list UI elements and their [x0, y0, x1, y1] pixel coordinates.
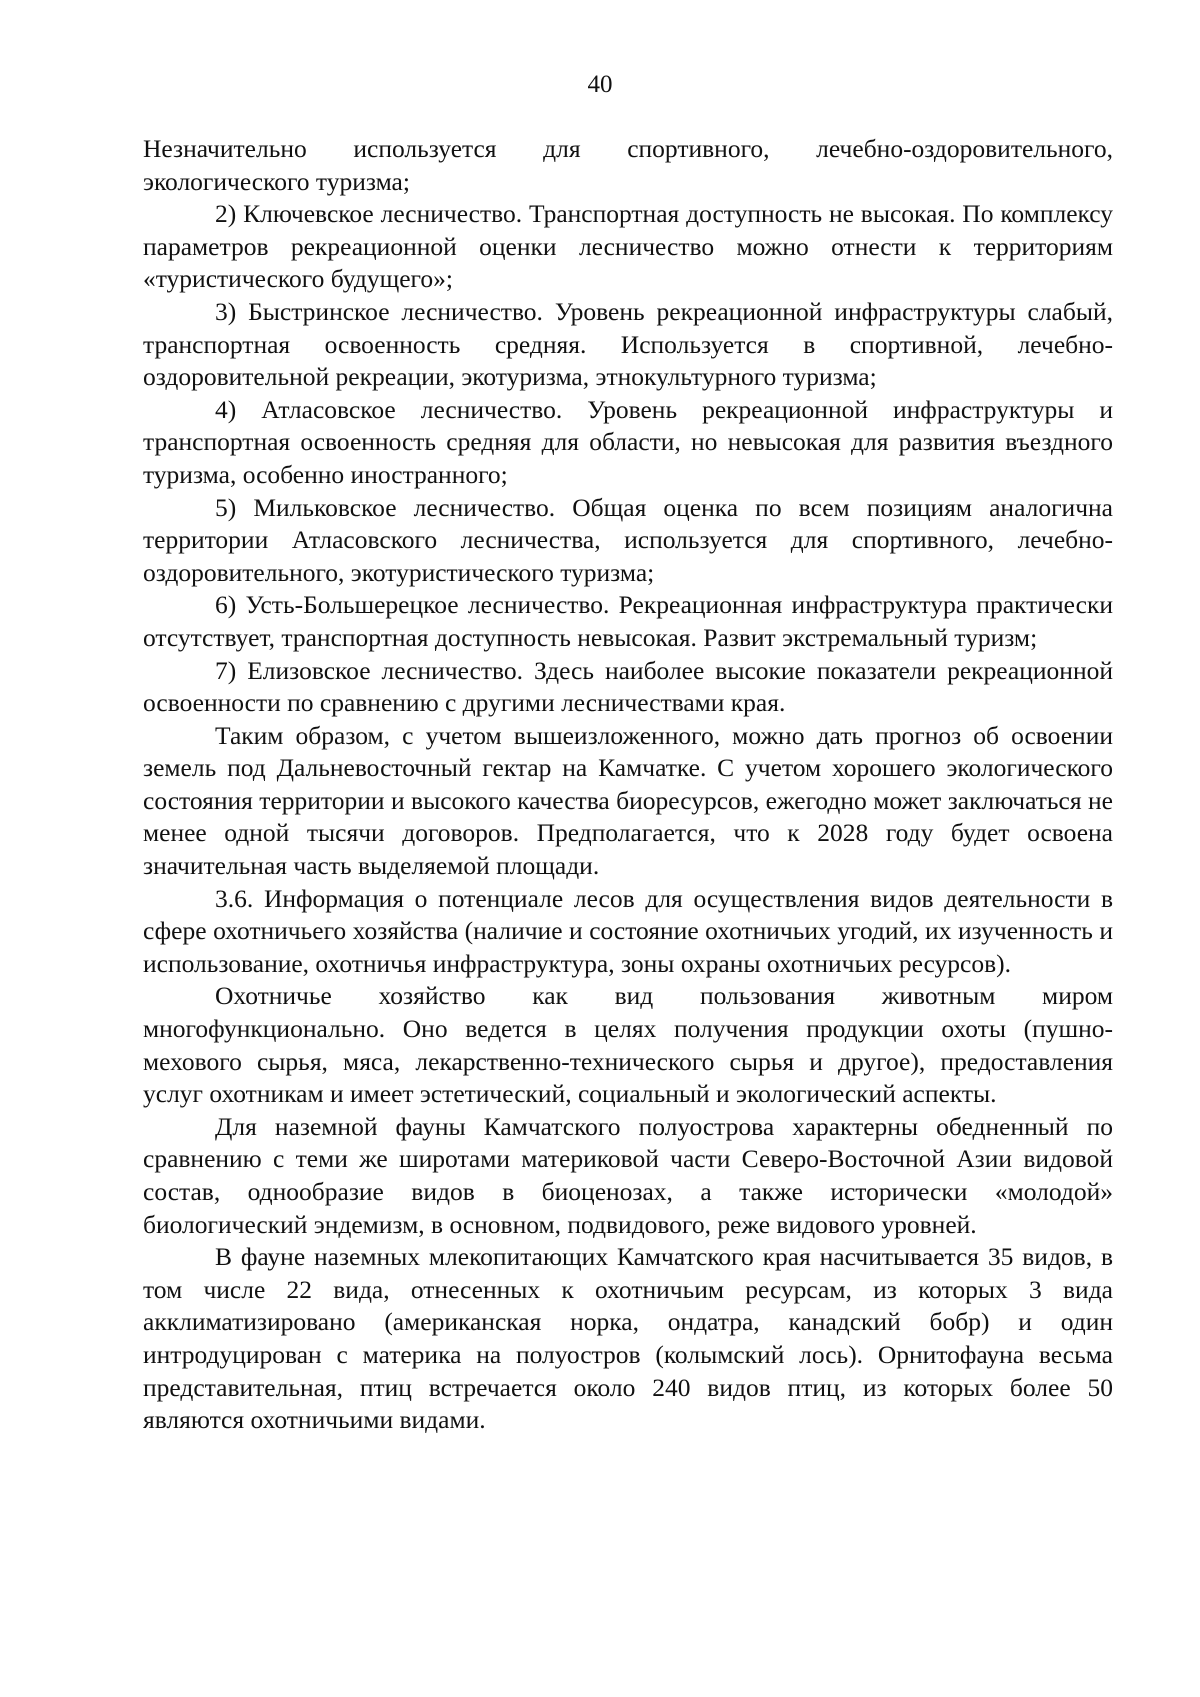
paragraph-item-5-milkovskoe: 5) Мильковское лесничество. Общая оценка по всем позициям аналогична территории Атласовского лесничества, используется для спортивного, лечебно-оздоровительного, экотуристического туризма; — [143, 492, 1113, 587]
paragraph-item-2-klyuchevskoe: 2) Ключевское лесничество. Транспортная доступность не высокая. По комплексу параметров рекреационной оценки лесничество можно отнести к территориям «туристического будущего»; — [143, 199, 1113, 294]
paragraph-item-4-atlasovskoe: 4) Атласовское лесничество. Уровень рекреационной инфраструктуры и транспортная освоенность средняя для области, но невысокая для развития въездного туризма, особенно иностранного; — [143, 394, 1113, 489]
paragraph-mammals-birds: В фауне наземных млекопитающих Камчатского края насчитывается 35 видов, в том числе 22 вида, отнесенных к охотничьим ресурсам, из которых 3 вида акклиматизировано (американская норка, ондатра, канадский бобр) и один интродуцирован с материка на полуостров (колымский лось). Орнитофауна весьма представительная, птиц встречается около 240 видов птиц, из которых более 50 являются охотничьими видами. — [143, 1242, 1113, 1435]
page-number: 40 — [587, 71, 613, 98]
page-body — [143, 133, 1113, 1437]
paragraph-fauna: Для наземной фауны Камчатского полуострова характерны обедненный по сравнению с теми же широтами материковой части Северо-Восточной Азии видовой состав, однообразие видов в биоценозах, а также исторически «молодой» биологический эндемизм, в основном, подвидового, реже видового уровней. — [143, 1111, 1113, 1239]
paragraph-item-6-ust-bolsheretskoe: 6) Усть-Большерецкое лесничество. Рекреационная инфраструктура практически отсутствует, транспортная доступность невысокая. Развит экстремальный туризм; — [143, 590, 1113, 652]
paragraph-forecast: Таким образом, с учетом вышеизложенного, можно дать прогноз об освоении земель под Дальневосточный гектар на Камчатке. С учетом хорошего экологического состояния территории и высокого качества биоресурсов, ежегодно может заключаться не менее одной тысячи договоров. Предполагается, что к 2028 году будет освоена значительная часть выделяемой площади. — [143, 720, 1113, 881]
paragraph-continuation: Незначительно используется для спортивного, лечебно-оздоровительного, экологического туризма; — [143, 134, 1113, 196]
paragraph-item-3-bystrinskoe: 3) Быстринское лесничество. Уровень рекреационной инфраструктуры слабый, транспортная освоенность средняя. Используется в спортивной, лечебно-оздоровительной рекреации, экотуризма, этнокультурного туризма; — [143, 296, 1113, 392]
paragraph-hunting-economy: Охотничье хозяйство как вид пользования животным миром многофункционально. Оно ведется в целях получения продукции охоты (пушно-мехового сырья, мяса, лекарственно-технического сырья и другое), предоставления услуг охотникам и имеет эстетический, социальный и экологический аспекты. — [143, 981, 1113, 1109]
paragraph-item-7-elizovskoe: 7) Елизовское лесничество. Здесь наиболее высокие показатели рекреационной освоенности по сравнению с другими лесничествами края. — [143, 655, 1113, 718]
section-heading-3-6: 3.6. Информация о потенциале лесов для осуществления видов деятельности в сфере охотничьего хозяйства (наличие и состояние охотничьих угодий, их изученность и использование, охотничья инфраструктура, зоны охраны охотничьих ресурсов). — [143, 883, 1113, 978]
